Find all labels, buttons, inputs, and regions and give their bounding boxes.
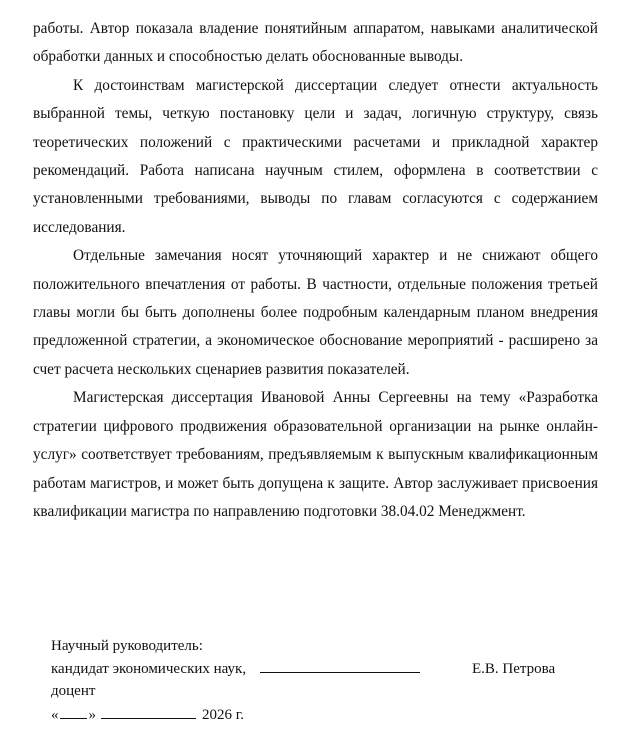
signature-date-line bbox=[51, 704, 591, 727]
date-close-quote: » bbox=[88, 707, 96, 723]
paragraph-remarks: Отдельные замечания носят уточняющий характер и не снижают общего положительного впечатления от работы. В частности, отдельные положения третьей главы могли бы быть дополнены более подробным календарным планом внедрения предложенной стратегии, а экономическое обоснование мероприятий - расширено за счет расчета нескольких сценариев развития показателей. bbox=[33, 247, 598, 378]
signature-title-line bbox=[51, 680, 591, 703]
date-day-blank bbox=[60, 704, 87, 719]
paragraph-final-verdict: Магистерская диссертация Ивановой Анны Сергеевны на тему «Разработка стратегии цифрового продвижения образовательной организации на рынке онлайн-услуг» соответствует требованиям, предъявляемым к выпускным квалификационным работам магистров, и может быть допущена к защите. Автор заслуживает присвоения квалификации магистра по направлению подготовки 38.04.02 Менеджмент. bbox=[33, 389, 598, 520]
signer-name: Е.В. Петрова bbox=[472, 661, 556, 677]
signature-blank-line bbox=[260, 658, 420, 673]
signature-block bbox=[51, 635, 591, 727]
date-open-quote: « bbox=[51, 707, 59, 723]
date-year: 2026 г. bbox=[202, 707, 244, 723]
signer-title: доцент bbox=[51, 683, 96, 699]
signature-degree-line bbox=[51, 658, 591, 680]
signature-degree: кандидат экономических наук, bbox=[51, 661, 247, 677]
paragraph-conclusion-continued: работы. Автор показала владение понятийным аппаратом, навыками аналитической обработки данных и способностью делать обоснованные выводы. bbox=[33, 20, 598, 66]
signature-role: Научный руководитель: bbox=[51, 638, 203, 654]
review-body bbox=[33, 15, 598, 526]
date-month-blank bbox=[101, 704, 196, 719]
paragraph-advantages: К достоинствам магистерской диссертации следует отнести актуальность выбранной темы, четкую постановку цели и задач, логичную структуру, связь теоретических положений с практическими расчетами и прикладной характер рекомендаций. Работа написана научным стилем, оформлена в соответствии с установленными требованиями, выводы по главам согласуются с содержанием исследования. bbox=[33, 76, 598, 236]
signature-role-line bbox=[51, 635, 591, 658]
